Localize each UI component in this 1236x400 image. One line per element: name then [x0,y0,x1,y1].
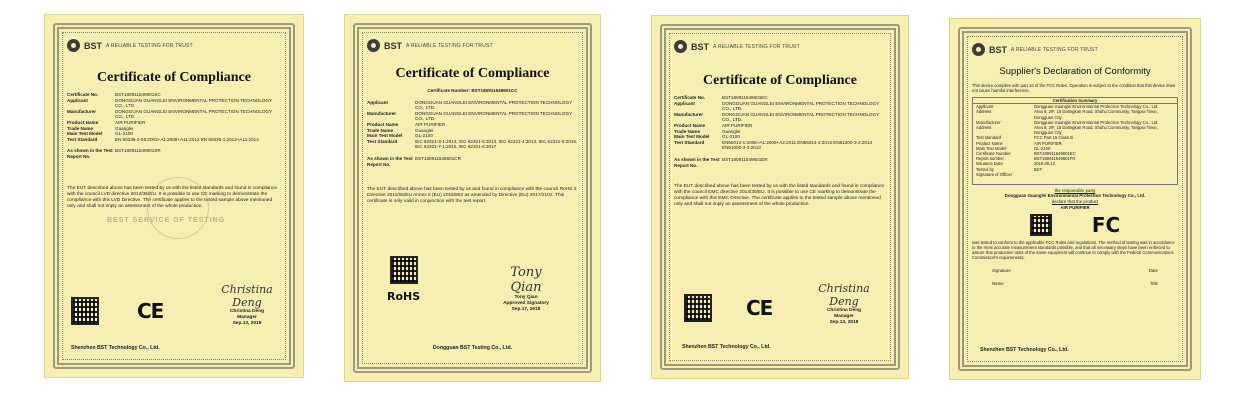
field-value: GL-2100 [415,133,433,139]
rohs-mark-icon: RoHS [387,290,421,303]
brand-tagline: A RELIABLE TESTING FOR TRUST [1011,46,1098,53]
field-label: Certificate No. [674,95,706,100]
field-label: Product Name [67,119,99,125]
bst-logo-icon [67,39,80,52]
field-label: Manufacturer [367,110,397,116]
table-label: Product Name [976,140,1003,146]
declarant-company: Dongguan Guanglei Environmental Protection Technology Co., Ltd. [1004,193,1146,199]
table-label: Certificate Number [976,151,1011,157]
certificate-fcc-sdoc [950,19,1200,379]
field-label: Certificate No. [67,92,99,97]
certificate-body: The EUT described above has been tested by us with the listed standards and found in compliance with the council LVD directive 2014/35/EU. It is possible to use CE marking to demonstrate the compliance with this LVD Directive. The certificate applies to the tested sample above mentioned only and shall not imply an assessment of the whole production. [67,185,278,209]
signature: Christina Deng [818,282,870,308]
field-value: GL-2100 [722,134,740,140]
table-label: Report number [976,156,1004,162]
field-label: As shown in the Test Report No. [674,156,720,168]
table-value: BST180911549601FR [1034,156,1076,162]
certificate-title: Certificate of Compliance [703,73,857,88]
signature: Christina Deng [221,283,273,309]
ce-mark-icon: CE [137,299,164,323]
ce-mark-icon: CE [746,296,773,320]
qr-code-icon [684,294,712,322]
certificate-number-label: Certificate Number: [427,88,471,93]
signer-title: Approved Signatory [503,301,549,306]
table-value: Area 8, 2/F, 15 Datingkan Road, Shahu Community, Tangxia Town, Dongguan City [1034,109,1158,120]
table-value: GL-2100 [1034,145,1051,151]
field-value: AIR PURIFIER [415,121,446,127]
issuer-company: Dongguan BST Testing Co., Ltd. [432,345,513,351]
field-value: DONGGUAN GUANGLEI ENVIRONMENTAL PROTECTION TECHNOLOGY CO., LTD. [415,99,573,111]
issue-date: Sep.17, 2018 [511,307,541,312]
bst-logo-icon [972,43,985,56]
field-value: BST180911549601SC [115,92,161,97]
brand-header [367,39,578,52]
field-label: As shown in the Test Report No. [367,155,413,167]
certificate-title: Certificate of Compliance [395,66,550,81]
table-header: Certification Summary [973,98,1177,104]
product-name: AIR PURIFIER [1060,204,1090,210]
table-row [973,125,1177,135]
brand-header [674,40,886,53]
qr-code-icon [71,297,99,325]
issuer-company: Shenzhen BST Technology Co., Ltd. [980,347,1069,353]
field-value: Guanglei [722,128,741,134]
signer-name: Christina Deng [229,309,265,314]
seal-watermark [147,177,209,239]
field-value: EN 60335-2-65:2003+A1:2008+A11:2012 EN 60335-1:2012+A11:2014 [115,136,259,142]
field-value: BST180911549601SR [115,148,161,154]
table-value: Area 8, 2/F, 15 Datingkan Road, Shahu Community, Tangxia Town, Dongguan City [1034,125,1158,136]
issue-date: Sep.13, 2018 [829,320,859,325]
field-value: BST180911549601CR [415,155,461,161]
field-label: Main Test Model [367,133,403,139]
field-value: DONGGUAN GUANGLEI ENVIRONMENTAL PROTECTION TECHNOLOGY CO., LTD. [722,100,880,112]
table-value: Dongguan Guanglei Environmental Protection Technology Co., Ltd. [1034,104,1159,110]
table-label: Signature of Officer [976,171,1013,177]
field-value: Guanglei [415,127,434,133]
brand-tagline: A RELIABLE TESTING FOR TRUST [713,43,800,50]
field-value: IEC 62321-3-1:2013, IEC 62321-5:2013, IEC 62321-4:2013, IEC 62321-6:2015, IEC 62321-7-1:2015, IEC 62321-8:2017 [415,138,578,150]
certificate-fields [367,100,578,168]
table-value: 2018.09.13 [1034,161,1055,167]
field-label: Product Name [367,121,399,127]
brand-tagline: A RELIABLE TESTING FOR TRUST [106,42,193,49]
brand-header [67,39,281,52]
table-label: Tested by [976,166,994,172]
signer-name: Christina Deng [826,308,862,313]
brand-name: BST [989,44,1007,55]
field-value: EN55014-1:2006+A1:2009+A2:2011 EN55014-2:2015 EN61000-3-2:2014 EN61000-3-3:2013 [722,139,873,151]
table-value: BST180911549601EC [1034,151,1076,157]
certificate-number: BST180911549601CC [471,88,518,93]
field-value: Guanglei [115,125,134,131]
issuer-company: Shenzhen BST Technology Co., Ltd. [71,345,160,351]
qr-code-icon [1030,214,1052,236]
field-value: DONGGUAN GUANGLEI ENVIRONMENTAL PROTECTION TECHNOLOGY CO., LTD. [115,108,273,120]
certificate-title: Supplier's Declaration of Conformity [999,66,1151,77]
brand-header [972,43,1178,56]
certificate-body: The EUT described above has been tested by us and found in compliance with the council RoHS 2 Directive 2011/65/EU Annex II (EU) 2015/863 as amended by Directive (EU) 2017/2102. This certificate is only valid in conjunction with the test report. [367,187,577,205]
table-label: Issuance Date [976,161,1003,167]
field-value: AIR PURIFIER [115,119,146,125]
table-label: Address [976,109,992,115]
table-label: Address [976,125,992,131]
table-row [973,109,1177,119]
field-value: DONGGUAN GUANGLEI ENVIRONMENTAL PROTECTION TECHNOLOGY CO., LTD. [115,97,273,109]
brand-name: BST [84,40,102,51]
certificate-title: Certificate of Compliance [97,70,251,85]
table-value: Dongguan Guanglei Environmental Protection Technology Co., Ltd. [1034,119,1159,125]
table-value [1034,172,1177,184]
date-label: Date [1148,268,1158,274]
certificate-fields [674,95,886,168]
field-label: Trade Name [674,128,701,134]
table-row [973,172,1177,184]
table-value: AIR PURIFIER [1034,140,1062,146]
field-label: Trade Name [67,125,94,131]
field-label: Applicant [674,100,695,106]
signature-label: Signature [992,268,1011,274]
certificate-body: was tested to conform to the applicable FCC Rules and regulations. The method of testing was in accordance to the most accurate measurement standards possible, and that all necessary steps have been enforced to assure that production units of the same equipment will continue to comply with the Federal Communications Commission's requirements. [972,240,1175,261]
issuer-company: Shenzhen BST Technology Co., Ltd. [682,344,771,350]
table-label: Manufacturer [976,119,1001,125]
field-value: GL-2100 [115,131,133,137]
table-label: Test standard [976,135,1002,141]
table-label: Main Test Model [976,145,1007,151]
certification-summary-table [972,97,1178,185]
table-value: BST [1034,166,1043,172]
field-label: Test Standard [67,136,98,142]
certificate-lvd [45,15,303,377]
field-value: AIR PURIFIER [722,122,753,128]
fcc-mark-icon: FC [1091,213,1121,238]
field-label: Test Standard [674,139,705,145]
field-label: Main Test Model [674,134,710,140]
name-label: Name [992,281,1004,287]
field-label: Trade Name [367,127,394,133]
responsible-party-label: the responsible party [1054,187,1096,193]
brand-name: BST [691,41,709,52]
field-label: Applicant [67,97,88,103]
field-value: DONGGUAN GUANGLEI ENVIRONMENTAL PROTECTION TECHNOLOGY CO., LTD. [722,111,880,123]
field-value: DONGGUAN GUANGLEI ENVIRONMENTAL PROTECTION TECHNOLOGY CO., LTD. [415,110,573,122]
signer-name: Tony Qian [514,295,538,300]
table-label: Applicant [976,104,994,110]
field-label: Manufacturer [674,111,704,117]
certificate-body: The EUT described above has been tested by us with the listed standards and found in compliance with the council EMC directive 2014/30/EU. It is possible to use CE marking to demonstrate the compliance with this EMC Directive. The certificate applies to the tested sample above mentioned only and shall not imply an assessment of the whole production. [674,184,885,208]
bst-logo-icon [367,39,380,52]
signer-title: Manager [237,315,257,320]
field-value: BST180911549601ER [722,156,768,162]
field-label: Product Name [674,122,706,128]
field-label: Manufacturer [67,108,97,114]
issue-date: Sep.13, 2018 [232,321,262,326]
brand-name: BST [384,40,402,51]
field-value: BST180911549601EC [722,95,768,100]
watermark-text: BEST SERVICE OF TESTING [107,217,226,224]
declare-line: declare that the product [1051,199,1099,205]
signer-title: Manager [834,314,854,319]
title-label: Title [1149,281,1158,287]
signature: Tony Qian [510,265,542,295]
certificate-emc [652,16,908,378]
field-label: Test Standard [367,138,398,144]
certificate-fields [67,92,281,160]
field-label: Applicant [367,99,388,105]
qr-code-icon [390,256,418,284]
field-label: As shown in the Test Report No. [67,148,113,159]
brand-tagline: A RELIABLE TESTING FOR TRUST [406,42,493,49]
intro-text: This device complies with part 15 of the FCC Rules. Operation is subject to the condition that this device does not cause harmful interference. [972,83,1176,93]
table-value: FCC Part 15 Class B [1034,135,1073,141]
bst-logo-icon [674,40,687,53]
certificate-rohs [345,15,600,381]
field-label: Main Test Model [67,131,103,137]
